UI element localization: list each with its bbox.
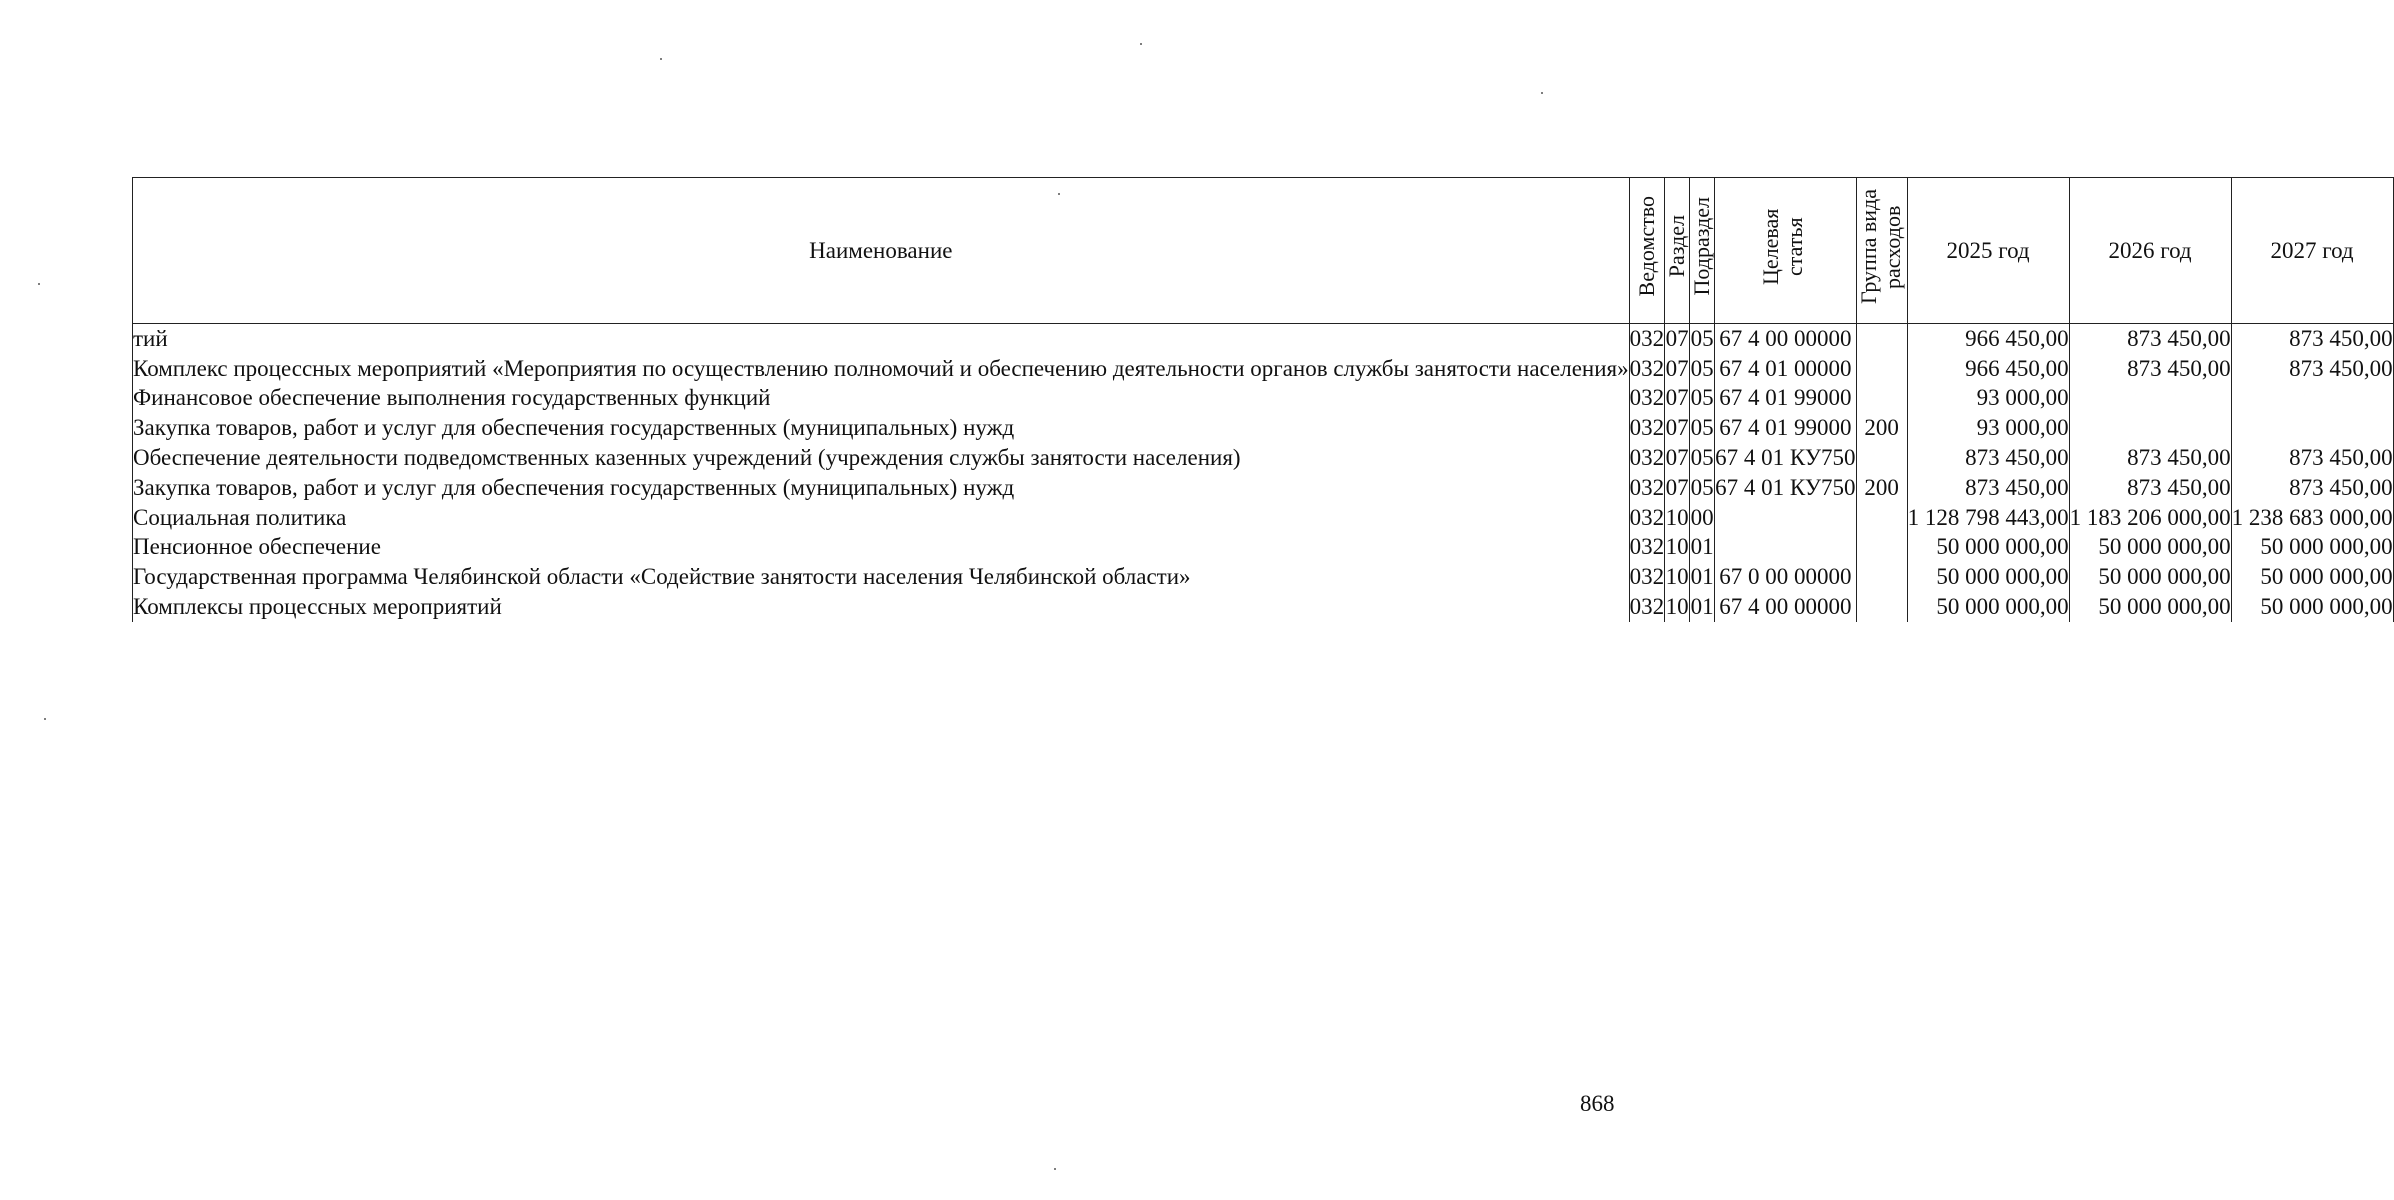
cell-2026: 50 000 000,00 — [2069, 592, 2231, 622]
cell-vedomstvo: 032 — [1629, 323, 1665, 353]
cell-vedomstvo: 032 — [1629, 473, 1665, 503]
cell-vedomstvo: 032 — [1629, 443, 1665, 473]
scan-speck — [1541, 92, 1543, 94]
cell-razdel: 10 — [1665, 532, 1690, 562]
cell-2025: 93 000,00 — [1907, 413, 2069, 443]
header-vedomstvo: Ведомство — [1629, 178, 1665, 324]
scan-speck — [1054, 1168, 1056, 1170]
header-group: Группа вида расходов — [1856, 178, 1907, 324]
cell-group — [1856, 443, 1907, 473]
cell-razdel: 07 — [1665, 383, 1690, 413]
cell-2025: 966 450,00 — [1907, 323, 2069, 353]
cell-name: Комплексы процессных мероприятий — [133, 592, 1630, 622]
cell-group — [1856, 592, 1907, 622]
cell-2027: 873 450,00 — [2231, 323, 2393, 353]
table-header-row — [133, 178, 2394, 324]
cell-razdel: 10 — [1665, 592, 1690, 622]
cell-target: 67 4 01 КУ750 — [1715, 443, 1856, 473]
cell-vedomstvo: 032 — [1629, 562, 1665, 592]
cell-2027: 50 000 000,00 — [2231, 592, 2393, 622]
cell-podrazdel: 01 — [1690, 592, 1715, 622]
cell-razdel: 10 — [1665, 562, 1690, 592]
cell-2026 — [2069, 383, 2231, 413]
cell-2026: 50 000 000,00 — [2069, 532, 2231, 562]
cell-name: Комплекс процессных мероприятий «Мероприятия по осуществлению полномочий и обеспечению деятельности органов службы занятости населения» — [133, 354, 1630, 384]
cell-2026: 873 450,00 — [2069, 323, 2231, 353]
cell-razdel: 10 — [1665, 503, 1690, 533]
cell-razdel: 07 — [1665, 354, 1690, 384]
page-number: 868 — [1580, 1091, 1615, 1116]
cell-target: 67 4 01 00000 — [1715, 354, 1856, 384]
scan-speck — [660, 58, 662, 60]
table-row — [133, 503, 2394, 533]
budget-table — [132, 177, 2394, 622]
cell-name: Пенсионное обеспечение — [133, 532, 1630, 562]
cell-name: Закупка товаров, работ и услуг для обеспечения государственных (муниципальных) нужд — [133, 413, 1630, 443]
cell-2027 — [2231, 413, 2393, 443]
cell-podrazdel: 05 — [1690, 413, 1715, 443]
cell-razdel: 07 — [1665, 323, 1690, 353]
cell-vedomstvo: 032 — [1629, 413, 1665, 443]
cell-razdel: 07 — [1665, 473, 1690, 503]
cell-target: 67 4 01 99000 — [1715, 413, 1856, 443]
cell-podrazdel: 05 — [1690, 473, 1715, 503]
cell-2027: 873 450,00 — [2231, 354, 2393, 384]
cell-name: Закупка товаров, работ и услуг для обеспечения государственных (муниципальных) нужд — [133, 473, 1630, 503]
table-row — [133, 473, 2394, 503]
scan-speck — [1140, 43, 1142, 45]
cell-target: 67 4 00 00000 — [1715, 592, 1856, 622]
cell-vedomstvo: 032 — [1629, 503, 1665, 533]
cell-group — [1856, 562, 1907, 592]
table-row — [133, 443, 2394, 473]
header-podrazdel: Подраздел — [1690, 178, 1715, 324]
cell-name: Государственная программа Челябинской области «Содействие занятости населения Челябинской области» — [133, 562, 1630, 592]
cell-podrazdel: 05 — [1690, 354, 1715, 384]
scan-speck — [44, 718, 46, 720]
cell-name: Обеспечение деятельности подведомственных казенных учреждений (учреждения службы занятости населения) — [133, 443, 1630, 473]
cell-group: 200 — [1856, 473, 1907, 503]
header-2025: 2025 год — [1907, 178, 2069, 324]
cell-podrazdel: 05 — [1690, 443, 1715, 473]
cell-2027 — [2231, 383, 2393, 413]
cell-target: 67 4 01 99000 — [1715, 383, 1856, 413]
cell-razdel: 07 — [1665, 413, 1690, 443]
cell-name: Социальная политика — [133, 503, 1630, 533]
cell-2026 — [2069, 413, 2231, 443]
table-row — [133, 323, 2394, 353]
header-name: Наименование — [133, 178, 1630, 324]
cell-2027: 1 238 683 000,00 — [2231, 503, 2393, 533]
table-row — [133, 383, 2394, 413]
cell-2025: 50 000 000,00 — [1907, 532, 2069, 562]
cell-name: Финансовое обеспечение выполнения государственных функций — [133, 383, 1630, 413]
table-row — [133, 354, 2394, 384]
cell-group — [1856, 323, 1907, 353]
cell-2027: 873 450,00 — [2231, 443, 2393, 473]
table-row — [133, 413, 2394, 443]
cell-2025: 873 450,00 — [1907, 473, 2069, 503]
cell-2027: 50 000 000,00 — [2231, 562, 2393, 592]
cell-podrazdel: 01 — [1690, 532, 1715, 562]
scan-speck — [1058, 193, 1060, 195]
header-razdel: Раздел — [1665, 178, 1690, 324]
cell-group: 200 — [1856, 413, 1907, 443]
cell-razdel: 07 — [1665, 443, 1690, 473]
cell-2025: 1 128 798 443,00 — [1907, 503, 2069, 533]
cell-2025: 93 000,00 — [1907, 383, 2069, 413]
cell-group — [1856, 532, 1907, 562]
cell-vedomstvo: 032 — [1629, 532, 1665, 562]
cell-target: 67 4 00 00000 — [1715, 323, 1856, 353]
cell-target: 67 4 01 КУ750 — [1715, 473, 1856, 503]
table-row — [133, 592, 2394, 622]
header-target: Целевая статья — [1715, 178, 1856, 324]
cell-2025: 50 000 000,00 — [1907, 592, 2069, 622]
scan-speck — [38, 283, 40, 285]
cell-vedomstvo: 032 — [1629, 383, 1665, 413]
cell-2026: 50 000 000,00 — [2069, 562, 2231, 592]
cell-podrazdel: 00 — [1690, 503, 1715, 533]
cell-vedomstvo: 032 — [1629, 354, 1665, 384]
cell-group — [1856, 383, 1907, 413]
cell-group — [1856, 503, 1907, 533]
table-row — [133, 532, 2394, 562]
cell-podrazdel: 05 — [1690, 323, 1715, 353]
cell-2026: 873 450,00 — [2069, 473, 2231, 503]
header-2027: 2027 год — [2231, 178, 2393, 324]
table-row — [133, 562, 2394, 592]
cell-2027: 50 000 000,00 — [2231, 532, 2393, 562]
cell-2026: 1 183 206 000,00 — [2069, 503, 2231, 533]
cell-2025: 873 450,00 — [1907, 443, 2069, 473]
cell-target — [1715, 532, 1856, 562]
table-body — [133, 323, 2394, 621]
cell-2025: 50 000 000,00 — [1907, 562, 2069, 592]
cell-podrazdel: 05 — [1690, 383, 1715, 413]
cell-2026: 873 450,00 — [2069, 443, 2231, 473]
cell-2027: 873 450,00 — [2231, 473, 2393, 503]
header-2026: 2026 год — [2069, 178, 2231, 324]
cell-target: 67 0 00 00000 — [1715, 562, 1856, 592]
cell-podrazdel: 01 — [1690, 562, 1715, 592]
cell-name: тий — [133, 323, 1630, 353]
cell-2025: 966 450,00 — [1907, 354, 2069, 384]
cell-vedomstvo: 032 — [1629, 592, 1665, 622]
cell-2026: 873 450,00 — [2069, 354, 2231, 384]
cell-target — [1715, 503, 1856, 533]
cell-group — [1856, 354, 1907, 384]
